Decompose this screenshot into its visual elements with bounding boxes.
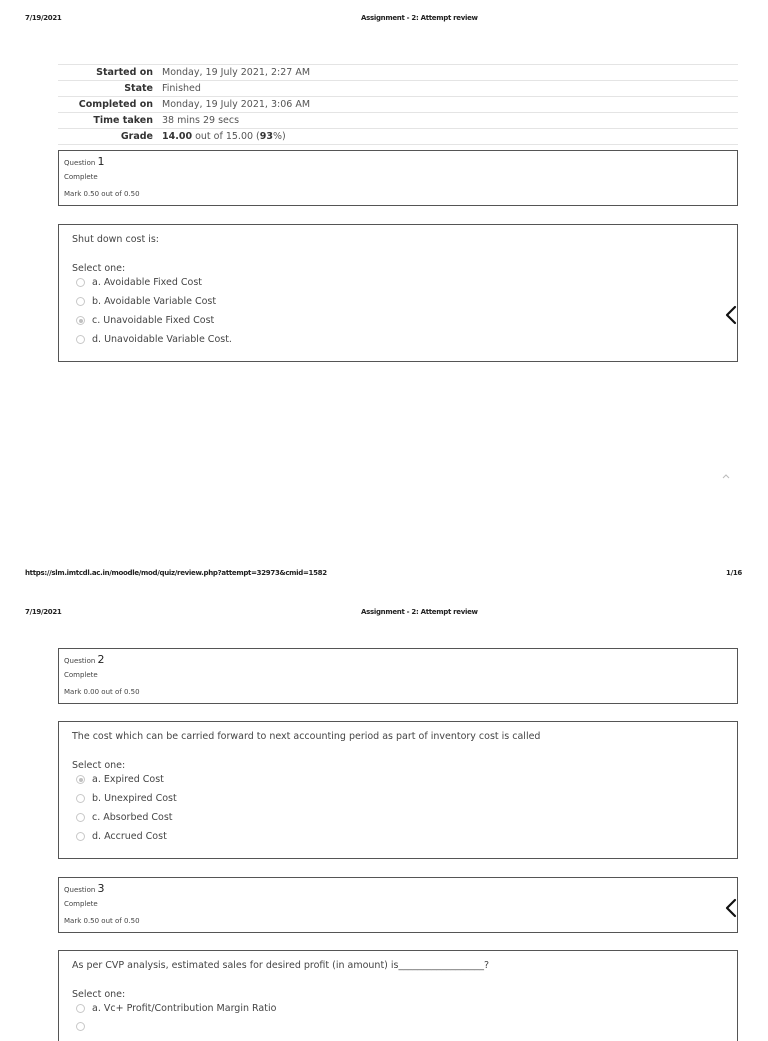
select-one-label: Select one: (72, 989, 126, 1000)
answer-option[interactable]: d. Accrued Cost (76, 831, 167, 842)
summary-label: State (124, 82, 153, 94)
question-text-3 (58, 950, 738, 1041)
grade-suffix: %) (273, 130, 286, 142)
question-mark: Mark 0.00 out of 0.50 (64, 688, 140, 696)
radio-button[interactable] (76, 813, 85, 822)
grade-percent: 93 (259, 130, 273, 142)
question-prompt: As per CVP analysis, estimated sales for desired profit (in amount) is__________________? (72, 960, 490, 971)
summary-value: 38 mins 29 secs (162, 114, 240, 126)
answer-option[interactable]: a. Vc+ Profit/Contribution Margin Ratio (76, 1003, 276, 1014)
chevron-up-icon[interactable] (721, 472, 731, 480)
question-number: Question 3 (64, 882, 105, 895)
radio-button[interactable] (76, 297, 85, 306)
radio-button[interactable] (76, 278, 85, 287)
question-mark: Mark 0.50 out of 0.50 (64, 190, 140, 198)
question-text-1 (58, 224, 738, 362)
radio-button[interactable] (76, 794, 85, 803)
question-number: Question 1 (64, 155, 105, 168)
question-state: Complete (64, 900, 98, 908)
question-mark: Mark 0.50 out of 0.50 (64, 917, 140, 925)
summary-row (58, 81, 738, 97)
page-number: 1/16 (726, 569, 742, 577)
radio-button[interactable] (76, 1022, 85, 1031)
answer-option[interactable]: a. Expired Cost (76, 774, 164, 785)
print-title: Assignment - 2: Attempt review (361, 608, 478, 616)
answer-option[interactable]: b. Unexpired Cost (76, 793, 177, 804)
radio-button-selected[interactable] (76, 775, 85, 784)
grade-score: 14.00 (162, 130, 193, 142)
summary-row-grade (58, 129, 738, 145)
answer-option[interactable]: b. Avoidable Variable Cost (76, 296, 216, 307)
question-state: Complete (64, 671, 98, 679)
question-number: Question 2 (64, 653, 105, 666)
radio-button[interactable] (76, 1004, 85, 1013)
grade-value (162, 129, 738, 145)
attempt-summary-table (58, 64, 738, 145)
print-date: 7/19/2021 (25, 14, 62, 22)
answer-option[interactable]: c. Absorbed Cost (76, 812, 173, 823)
summary-label: Started on (96, 66, 153, 78)
question-info-2 (58, 648, 738, 704)
question-text-2 (58, 721, 738, 859)
question-prompt: The cost which can be carried forward to next accounting period as part of inventory cost is called (72, 731, 541, 742)
grade-out-of: out of 15.00 ( (192, 130, 260, 142)
summary-value: Monday, 19 July 2021, 3:06 AM (162, 98, 311, 110)
radio-button[interactable] (76, 832, 85, 841)
summary-value: Monday, 19 July 2021, 2:27 AM (162, 66, 311, 78)
answer-option[interactable]: a. Avoidable Fixed Cost (76, 277, 202, 288)
question-info-3 (58, 877, 738, 933)
answer-option[interactable]: d. Unavoidable Variable Cost. (76, 334, 232, 345)
footer-url: https://slm.imtcdl.ac.in/moodle/mod/quiz/review.php?attempt=32973&cmid=1582 (25, 569, 327, 577)
summary-row (58, 113, 738, 129)
summary-row (58, 65, 738, 81)
answer-option[interactable]: c. Unavoidable Fixed Cost (76, 315, 214, 326)
select-one-label: Select one: (72, 760, 126, 771)
summary-label: Time taken (93, 114, 153, 126)
answer-option-partial[interactable] (76, 1022, 92, 1031)
grade-label: Grade (120, 130, 153, 142)
question-prompt: Shut down cost is: (72, 234, 159, 245)
radio-button-selected[interactable] (76, 316, 85, 325)
summary-label: Completed on (78, 98, 153, 110)
summary-value: Finished (162, 82, 201, 94)
summary-row (58, 97, 738, 113)
print-date: 7/19/2021 (25, 608, 62, 616)
question-info-1 (58, 150, 738, 206)
select-one-label: Select one: (72, 263, 126, 274)
question-state: Complete (64, 173, 98, 181)
radio-button[interactable] (76, 335, 85, 344)
print-title: Assignment - 2: Attempt review (361, 14, 478, 22)
chevron-left-icon[interactable] (722, 897, 740, 919)
chevron-left-icon[interactable] (722, 304, 740, 326)
